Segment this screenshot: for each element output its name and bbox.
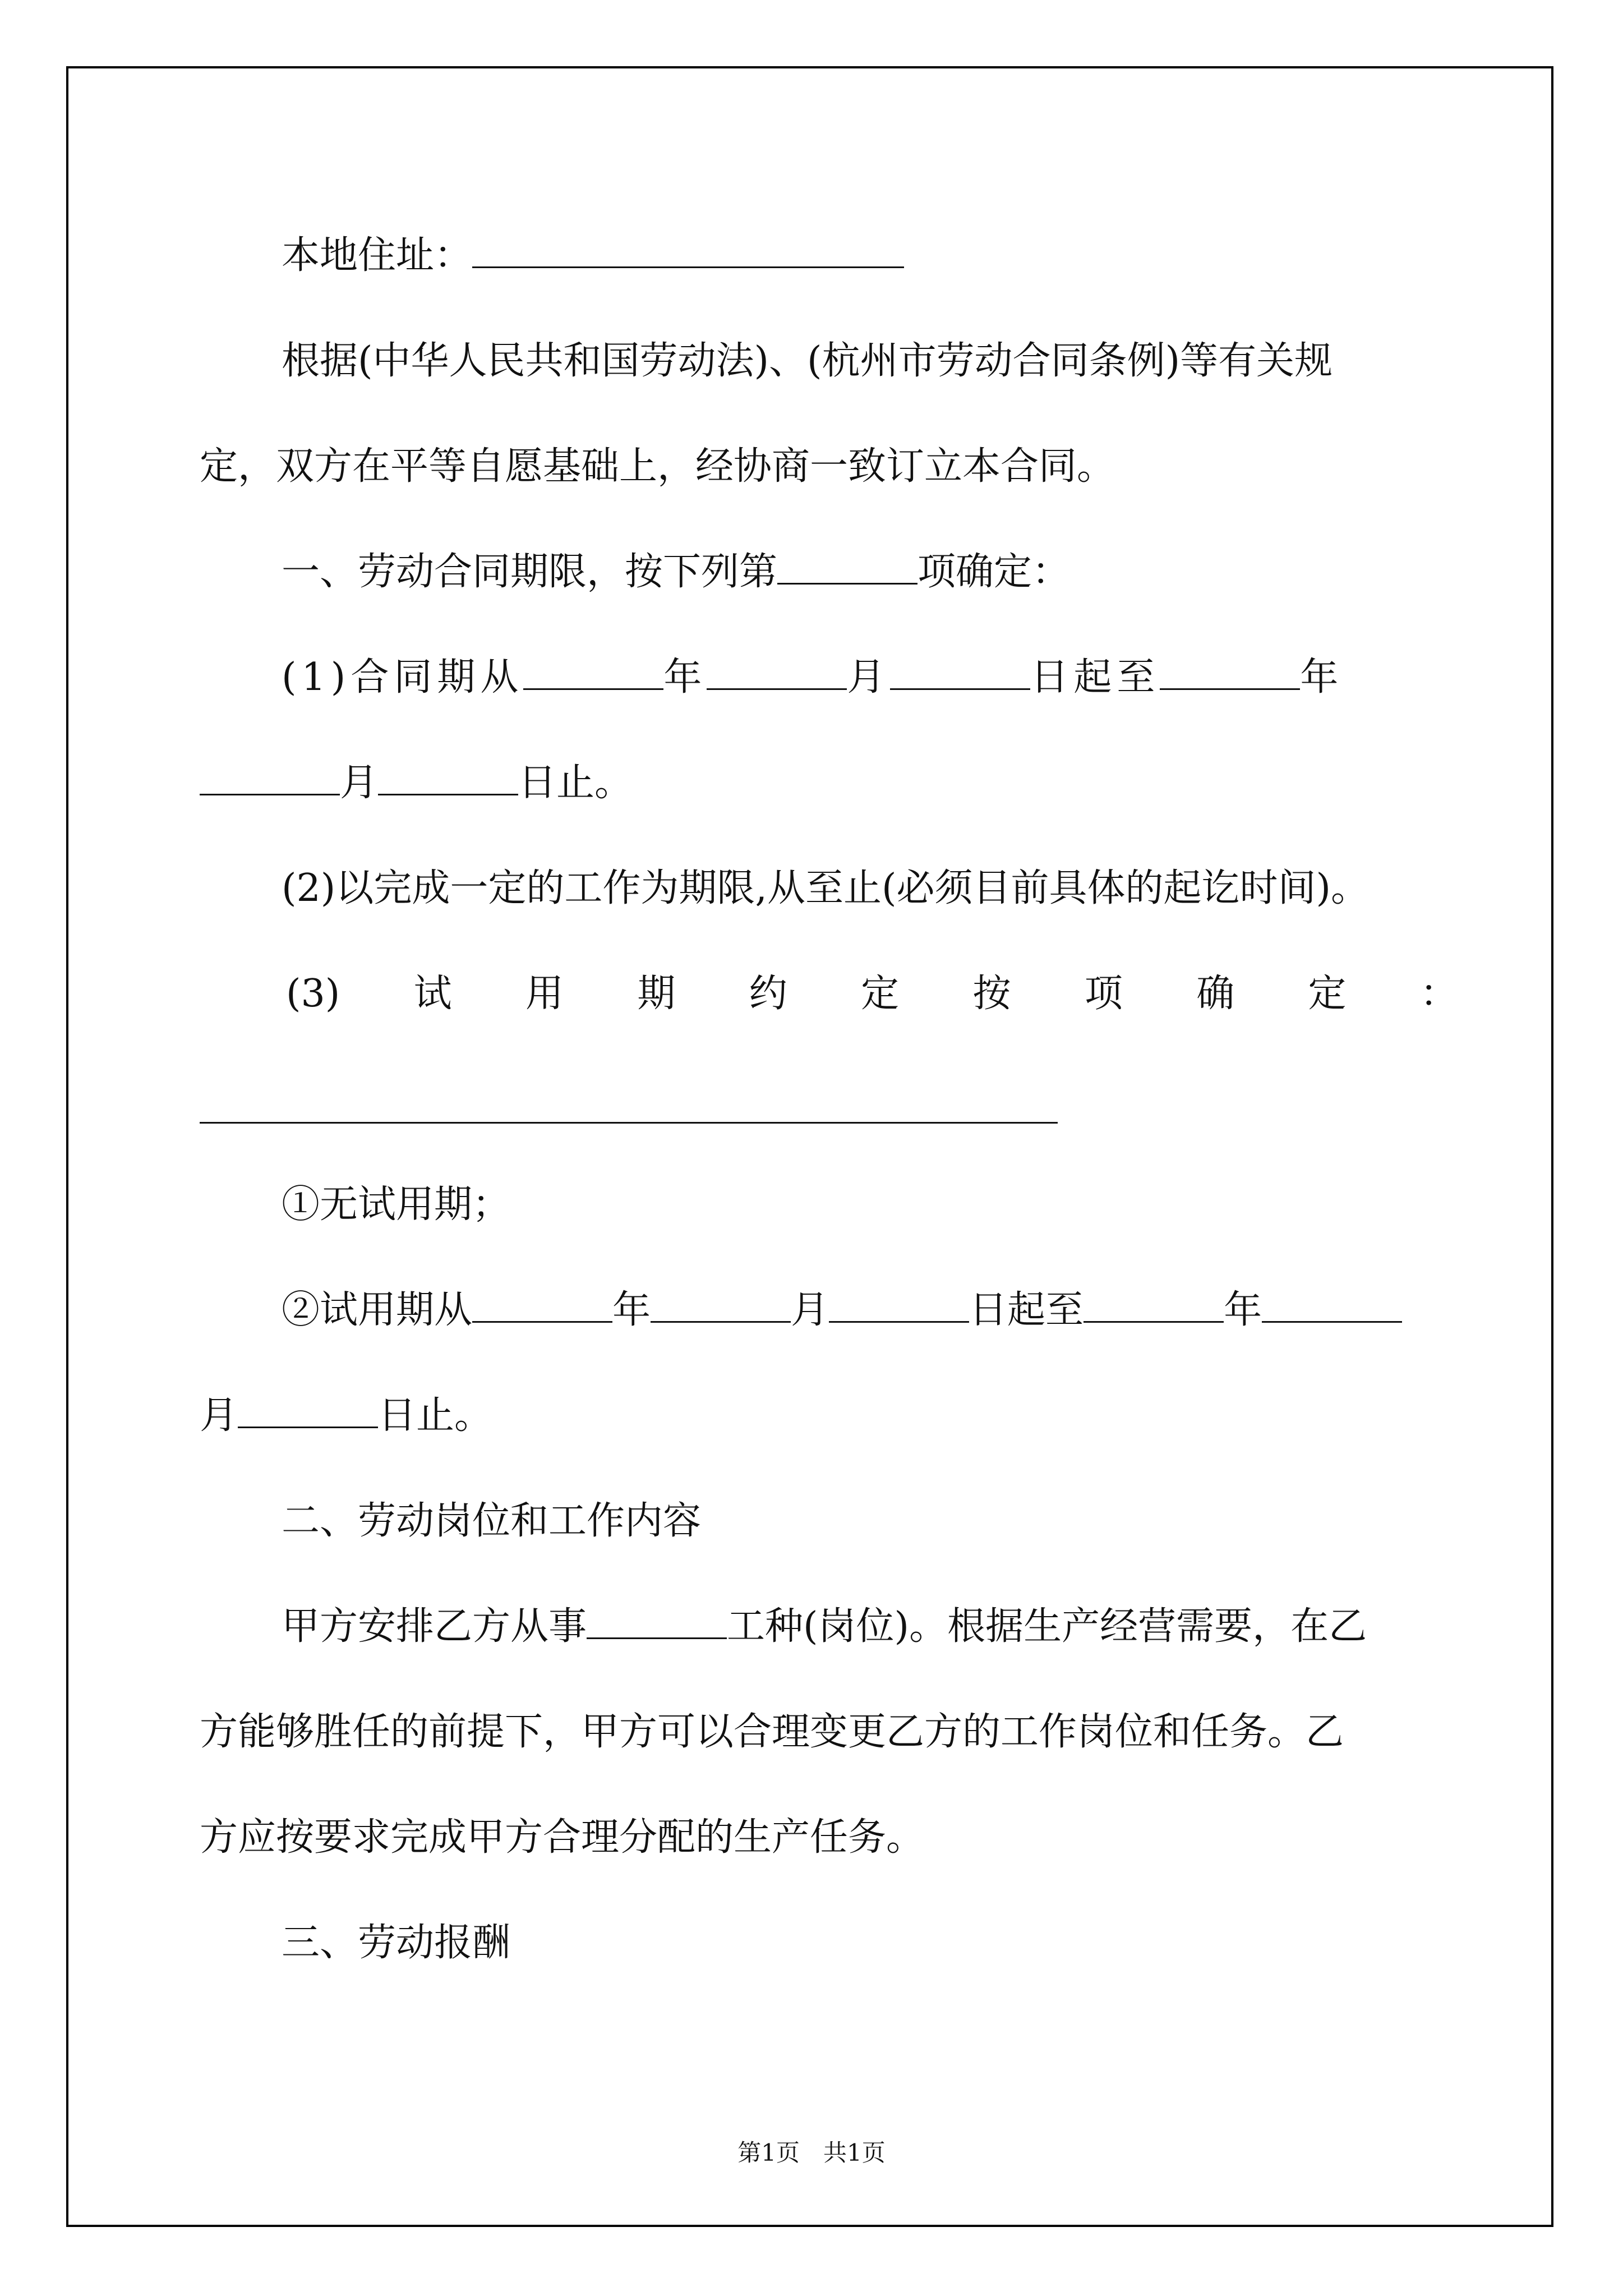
probation-option-2-line-1: ②试用期从 年 月 日起至 年 (282, 1285, 1566, 1336)
probation-start-month-blank[interactable] (651, 1286, 791, 1323)
term-item-3: (3) 试 用 期 约 定 按 项 确 定 ： (286, 972, 1458, 1016)
address-label: 本地住址： (282, 233, 473, 278)
section2-para-line-1: 甲方安排乙方从事 工种(岗位)。根据生产经营需要，在乙 (282, 1601, 1566, 1653)
section1-heading: 一、劳动合同期限，按下列第 项确定： (282, 546, 1566, 598)
term-item-1-line-1: (1)合同期从 年 月 日起至 年 (282, 652, 1566, 703)
term-option-blank[interactable] (777, 548, 917, 585)
start-day-blank[interactable] (890, 654, 1030, 690)
address-blank[interactable] (472, 232, 904, 268)
section2-heading: 二、劳动岗位和工作内容 (282, 1499, 702, 1543)
intro-line-1: 根据(中华人民共和国劳动法)、(杭州市劳动合同条例)等有关规 (282, 339, 1333, 383)
start-year-blank[interactable] (523, 654, 663, 690)
probation-blank-line[interactable] (200, 1122, 1058, 1124)
job-type-blank[interactable] (587, 1603, 727, 1639)
section2-para-line-2: 方能够胜任的前提下，甲方可以合理变更乙方的工作岗位和任务。乙 (200, 1710, 1344, 1754)
page-border (66, 66, 1553, 2227)
end-year-blank[interactable] (1160, 654, 1300, 690)
term-item-1-line-2: 月 日止。 (200, 757, 1484, 809)
probation-end-month-blank[interactable] (1262, 1286, 1402, 1323)
probation-end-year-blank[interactable] (1083, 1286, 1224, 1323)
section3-heading: 三、劳动报酬 (282, 1921, 511, 1965)
probation-option-2-line-2: 月 日止。 (200, 1390, 1484, 1442)
probation-option-1: ①无试用期； (282, 1182, 511, 1227)
address-line (282, 230, 1566, 282)
page-footer: 第1页 共1页 (737, 2139, 886, 2166)
term-item-2: (2)以完成一定的工作为期限,从至止(必须目前具体的起讫时间)。 (282, 866, 1369, 910)
section2-para-line-3: 方应按要求完成甲方合理分配的生产任务。 (200, 1815, 925, 1860)
probation-end-day-blank[interactable] (238, 1392, 378, 1428)
probation-start-year-blank[interactable] (472, 1286, 612, 1323)
start-month-blank[interactable] (707, 654, 847, 690)
probation-start-day-blank[interactable] (829, 1286, 969, 1323)
end-month-blank[interactable] (200, 759, 340, 795)
end-day-blank[interactable] (378, 759, 518, 795)
intro-line-2: 定，双方在平等自愿基础上，经协商一致订立本合同。 (200, 444, 1115, 489)
